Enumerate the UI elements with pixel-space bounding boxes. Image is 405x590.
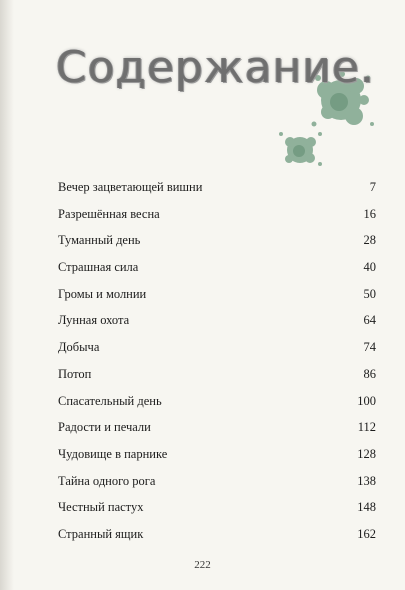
toc-entry-page: 50 — [363, 286, 376, 301]
toc-entry-title: Страшная сила — [58, 260, 139, 275]
toc-entry-title: Тайна одного рога — [58, 473, 156, 488]
heading-block — [56, 38, 376, 168]
page-fold-shadow — [0, 0, 14, 590]
table-of-contents — [58, 180, 376, 554]
toc-entry — [58, 287, 376, 314]
toc-entry-page: 16 — [363, 206, 376, 221]
page-number: 222 — [194, 559, 211, 571]
toc-entry — [58, 394, 376, 421]
toc-entry-page: 100 — [357, 393, 376, 408]
toc-entry-page: 40 — [363, 260, 376, 275]
toc-entry — [58, 367, 376, 394]
toc-entry-title: Разрешённая весна — [58, 206, 160, 221]
toc-entry-title: Туманный день — [58, 233, 141, 248]
page-title: Содержание. — [56, 42, 376, 93]
toc-entry-title: Потоп — [58, 366, 92, 381]
toc-entry — [58, 233, 376, 260]
toc-entry-page: 28 — [363, 233, 376, 248]
toc-entry-page: 148 — [357, 500, 376, 515]
toc-entry-title: Честный пастух — [58, 500, 144, 515]
toc-entry — [58, 447, 376, 474]
toc-entry-page: 7 — [369, 180, 376, 194]
toc-entry — [58, 340, 376, 367]
toc-entry-title: Радости и печали — [58, 420, 151, 435]
toc-entry — [58, 260, 376, 287]
toc-entry-title: Чудовище в парнике — [58, 446, 168, 461]
toc-entry — [58, 500, 376, 527]
toc-entry-page: 138 — [357, 473, 376, 488]
toc-entry-title: Громы и молнии — [58, 286, 147, 301]
toc-entry-title: Странный ящик — [58, 526, 144, 541]
toc-entry — [58, 474, 376, 501]
toc-entry-title: Спасательный день — [58, 393, 162, 408]
toc-entry — [58, 313, 376, 340]
toc-entry-page: 64 — [363, 313, 376, 328]
toc-entry — [58, 527, 376, 554]
toc-entry-page: 112 — [357, 420, 376, 435]
toc-entry-title: Лунная охота — [58, 313, 130, 328]
toc-entry-page: 128 — [357, 446, 376, 461]
toc-entry-page: 74 — [363, 340, 376, 355]
toc-entry — [58, 180, 376, 207]
toc-entry-page: 162 — [357, 526, 376, 541]
toc-entry-title: Добыча — [58, 340, 100, 355]
toc-entry-page: 86 — [363, 366, 376, 381]
toc-entry-title: Вечер зацветающей вишни — [58, 180, 203, 194]
toc-entry — [58, 420, 376, 447]
toc-entry — [58, 207, 376, 234]
